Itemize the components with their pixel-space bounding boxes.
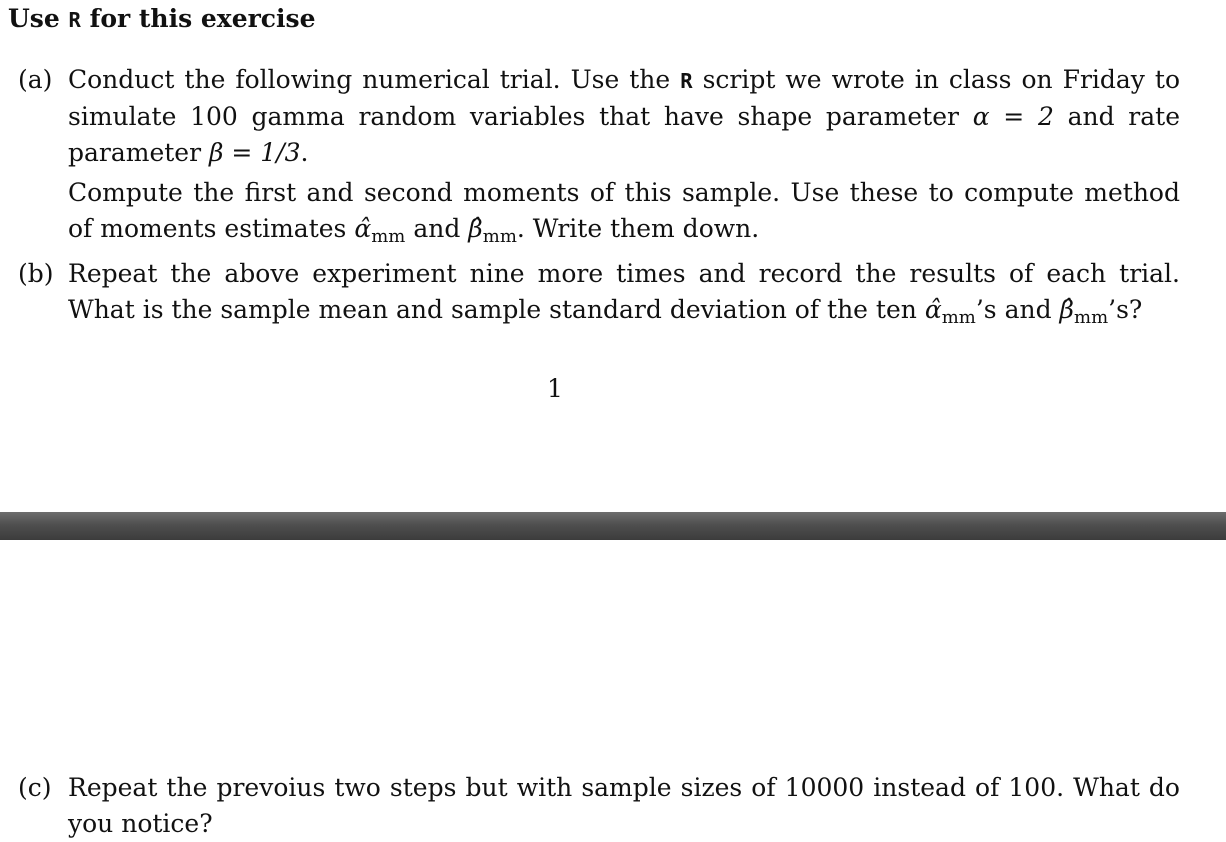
- item-c-label: (c): [18, 773, 52, 802]
- page-2: [0, 540, 1226, 836]
- heading-prefix: Use: [8, 4, 60, 33]
- item-a-label: (a): [18, 65, 53, 94]
- heading-suffix: for this exercise: [89, 4, 316, 33]
- item-c-body: [68, 770, 1180, 842]
- item-b-label: (b): [18, 259, 54, 288]
- page-divider: [0, 512, 1226, 540]
- alpha-equation: α = 2: [972, 102, 1054, 131]
- exercise-heading: [8, 4, 315, 33]
- item-a-text-3: and rate parameter: [68, 102, 1180, 167]
- item-c: [18, 770, 1180, 842]
- item-a-code: R: [680, 69, 693, 93]
- item-a: [18, 62, 1180, 255]
- item-a-paragraph-2: [68, 175, 1180, 255]
- item-b-text-2: ’s and: [975, 295, 1052, 324]
- item-a-body: [68, 62, 1180, 255]
- item-a-paragraph-1: [68, 62, 1180, 171]
- beta-hat-symbol: β̂: [468, 214, 483, 243]
- item-b-body: [68, 256, 1180, 336]
- item-a-text-5: and: [413, 214, 461, 243]
- item-b-paragraph-1: [68, 256, 1180, 336]
- beta-equation: β = 1/3: [209, 138, 301, 167]
- alpha-hat-subscript-b: mm: [941, 307, 976, 329]
- alpha-hat-symbol-b: α̂: [924, 295, 942, 324]
- beta-hat-symbol-b: β̂: [1059, 295, 1074, 324]
- alpha-hat-symbol: α̂: [354, 214, 372, 243]
- heading-code: R: [68, 8, 81, 32]
- item-a-text-4: Compute the first and second moments of this sample. Use these to compute method of moments estimates: [68, 178, 1180, 243]
- page-number: 1: [547, 374, 563, 403]
- alpha-hat-subscript: mm: [371, 226, 406, 248]
- item-b: [18, 256, 1180, 336]
- beta-hat-subscript: mm: [482, 226, 517, 248]
- item-c-paragraph-1: [68, 770, 1180, 842]
- item-a-text-6: . Write them down.: [516, 214, 760, 243]
- item-c-text-1: Repeat the prevoius two steps but with sample sizes of 10000 instead of 100. What do you notice?: [68, 773, 1180, 838]
- item-b-text-3: ’s?: [1108, 295, 1143, 324]
- item-a-text-1: Conduct the following numerical trial. Use the: [68, 65, 671, 94]
- item-b-text-1: Repeat the above experiment nine more times and record the results of each trial. What is the sample mean and sample standard deviation of the ten: [68, 259, 1180, 324]
- item-a-text-2: script we wrote in class on Friday to simulate 100 gamma random variables that have shape parameter: [68, 65, 1181, 131]
- item-a-period: .: [300, 138, 309, 167]
- beta-hat-subscript-b: mm: [1074, 307, 1109, 329]
